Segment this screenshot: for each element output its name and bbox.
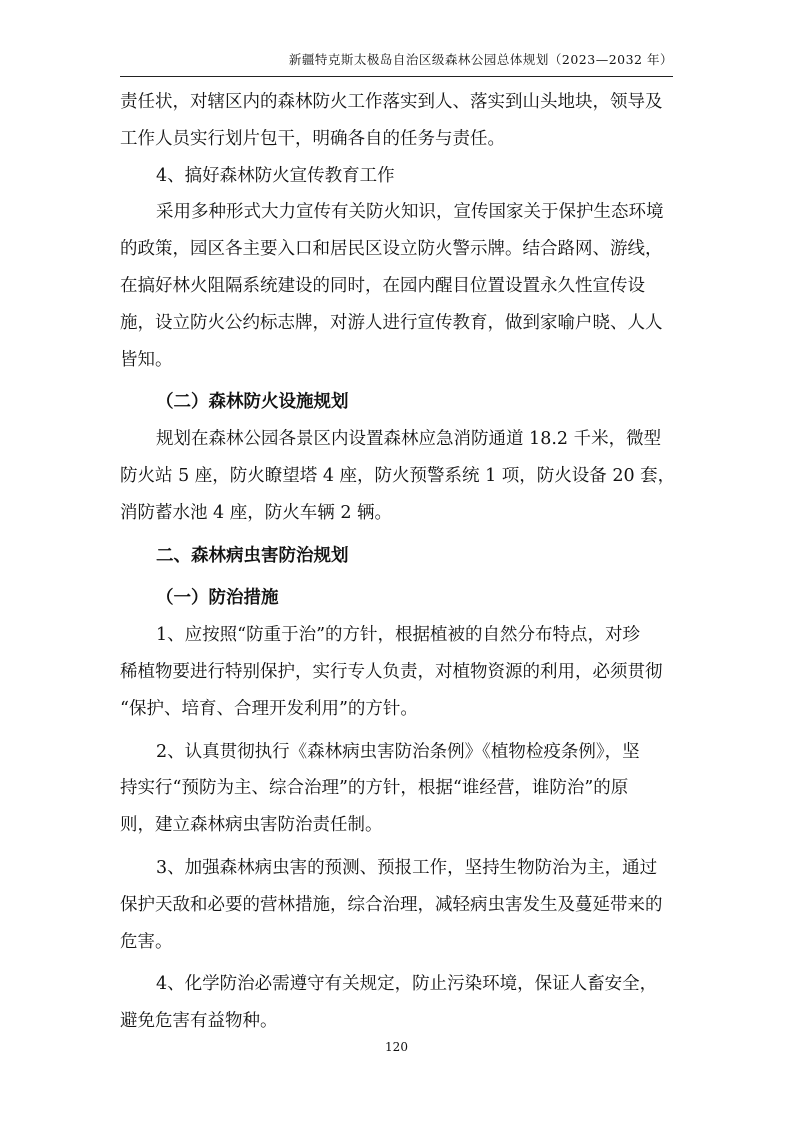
chapter-heading-pest-control: 二、森林病虫害防治规划 (156, 545, 349, 566)
paragraph-line: 防火站 5 座，防火瞭望塔 4 座，防火预警系统 1 项，防火设备 20 套， (120, 465, 676, 486)
paragraph-line: 4、化学防治必需遵守有关规定，防止污染环境，保证人畜安全， (156, 974, 658, 995)
paragraph-line: 皆知。 (120, 349, 173, 370)
paragraph-line: 2、认真贯彻执行《森林病虫害防治条例》《植物检疫条例》，坚 (156, 741, 640, 762)
paragraph-line: “保护、培育、合理开发利用”的方针。 (120, 698, 418, 719)
paragraph-line: 持实行“预防为主、综合治理”的方针，根据“谁经营，谁防治”的原 (120, 778, 629, 799)
paragraph-line: 规划在森林公园各景区内设置森林应急消防通道 18.2 千米，微型 (156, 429, 662, 450)
page-number: 120 (385, 1040, 408, 1054)
header-title: 新疆特克斯太极岛自治区级森林公园总体规划（2023—2032 年） (288, 52, 673, 67)
paragraph-line: 保护天敌和必要的营林措施，综合治理，减轻病虫害发生及蔓延带来的 (120, 894, 663, 915)
paragraph-line: 则，建立森林病虫害防治责任制。 (120, 815, 383, 836)
paragraph-line: 消防蓄水池 4 座，防火车辆 2 辆。 (120, 502, 393, 523)
paragraph-line: 采用多种形式大力宣传有关防火知识，宣传国家关于保护生态环境 (156, 202, 664, 223)
paragraph-line: 工作人员实行划片包干，明确各自的任务与责任。 (120, 128, 505, 149)
paragraph-line: 的政策，园区各主要入口和居民区设立防火警示牌。结合路网、游线， (120, 239, 663, 260)
paragraph-line: 危害。 (120, 931, 173, 952)
paragraph-line: 稀植物要进行特别保护，实行专人负责，对植物资源的利用，必须贯彻 (120, 661, 663, 682)
paragraph-line: 避免危害有益物种。 (120, 1011, 278, 1032)
paragraph-line: 施，设立防火公约标志牌，对游人进行宣传教育，做到家喻户晓、人人 (120, 312, 663, 333)
page-body (120, 84, 680, 1040)
paragraph-line: 责任状，对辖区内的森林防火工作落实到人、落实到山头地块，领导及 (120, 92, 663, 112)
section-heading-measures: （一）防治措施 (156, 588, 279, 609)
subheading-4: 4、搞好森林防火宣传教育工作 (156, 165, 395, 186)
paragraph-line: 在搞好林火阻隔系统建设的同时，在园内醒目位置设置永久性宣传设 (120, 275, 645, 296)
paragraph-line: 1、应按照“防重于治”的方针，根据植被的自然分布特点，对珍 (156, 625, 641, 646)
paragraph-line: 3、加强森林病虫害的预测、预报工作，坚持生物防治为主，通过 (156, 857, 658, 878)
section-heading-fire-facilities: （二）森林防火设施规划 (156, 392, 349, 413)
page-header (120, 50, 673, 77)
